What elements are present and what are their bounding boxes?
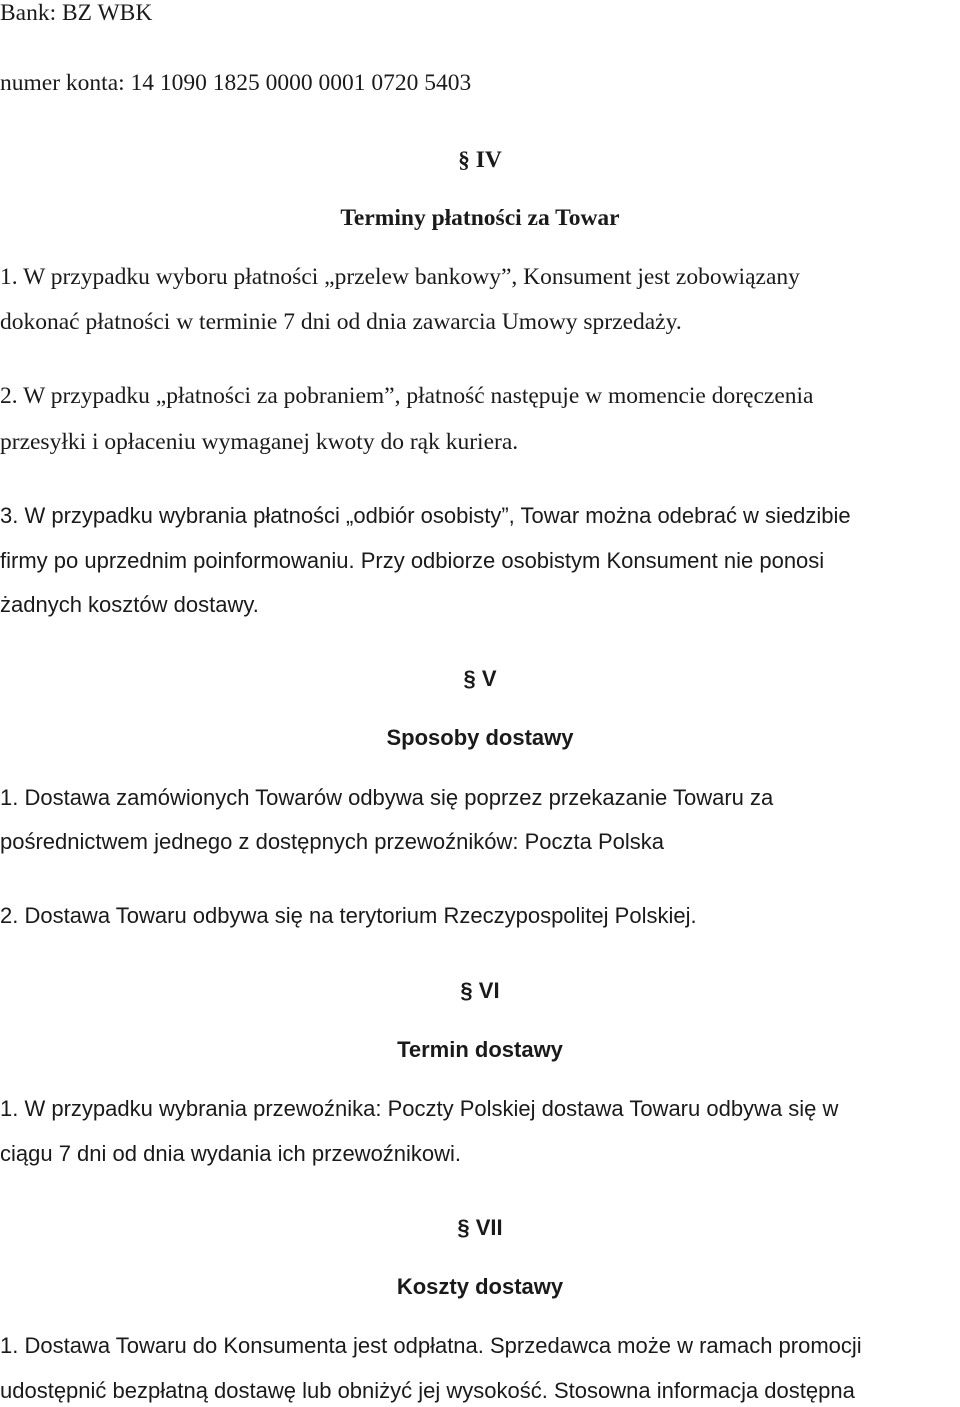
section-iv-paragraph-1-line-2: dokonać płatności w terminie 7 dni od dnia zawarcia Umowy sprzedaży.	[0, 309, 682, 335]
bank-name: Bank: BZ WBK	[0, 0, 153, 26]
account-number: numer konta: 14 1090 1825 0000 0001 0720 5403	[0, 70, 472, 96]
section-v-paragraph-1-line-1: 1. Dostawa zamówionych Towarów odbywa się poprzez przekazanie Towaru za	[0, 785, 774, 810]
section-v-number: § V	[463, 666, 497, 691]
section-vi-paragraph-1-line-1: 1. W przypadku wybrania przewoźnika: Poczty Polskiej dostawa Towaru odbywa się w	[0, 1096, 839, 1121]
section-v-title: Sposoby dostawy	[386, 725, 574, 750]
section-vii-paragraph-1-line-2: udostępnić bezpłatną dostawę lub obniżyć jej wysokość. Stosowna informacja dostępna	[0, 1378, 855, 1403]
section-vi-paragraph-1-line-2: ciągu 7 dni od dnia wydania ich przewoźnikowi.	[0, 1141, 462, 1166]
section-iv-paragraph-3-line-1: 3. W przypadku wybrania płatności „odbiór osobisty”, Towar można odebrać w siedzibie	[0, 503, 851, 528]
section-iv-paragraph-3-line-3: żadnych kosztów dostawy.	[0, 592, 259, 617]
section-iv-title: Terminy płatności za Towar	[340, 205, 620, 231]
section-iv-paragraph-2-line-1: 2. W przypadku „płatności za pobraniem”, płatność następuje w momencie doręczenia	[0, 383, 814, 409]
section-iv-paragraph-1-line-1: 1. W przypadku wyboru płatności „przelew bankowy”, Konsument jest zobowiązany	[0, 264, 800, 290]
section-vi-title: Termin dostawy	[397, 1037, 563, 1062]
section-vii-title: Koszty dostawy	[396, 1274, 564, 1299]
section-v-paragraph-2-line-1: 2. Dostawa Towaru odbywa się na terytorium Rzeczypospolitej Polskiej.	[0, 903, 697, 928]
section-iv-paragraph-2-line-2: przesyłki i opłaceniu wymaganej kwoty do rąk kuriera.	[0, 429, 519, 455]
section-iv-paragraph-3-line-2: firmy po uprzednim poinformowaniu. Przy odbiorze osobistym Konsument nie ponosi	[0, 548, 825, 573]
section-v-paragraph-1-line-2: pośrednictwem jednego z dostępnych przewoźników: Poczta Polska	[0, 829, 665, 854]
section-vii-number: § VII	[457, 1215, 503, 1240]
section-iv-number: § IV	[458, 147, 502, 173]
section-vi-number: § VI	[460, 978, 500, 1003]
section-vii-paragraph-1-line-1: 1. Dostawa Towaru do Konsumenta jest odpłatna. Sprzedawca może w ramach promocji	[0, 1333, 862, 1358]
